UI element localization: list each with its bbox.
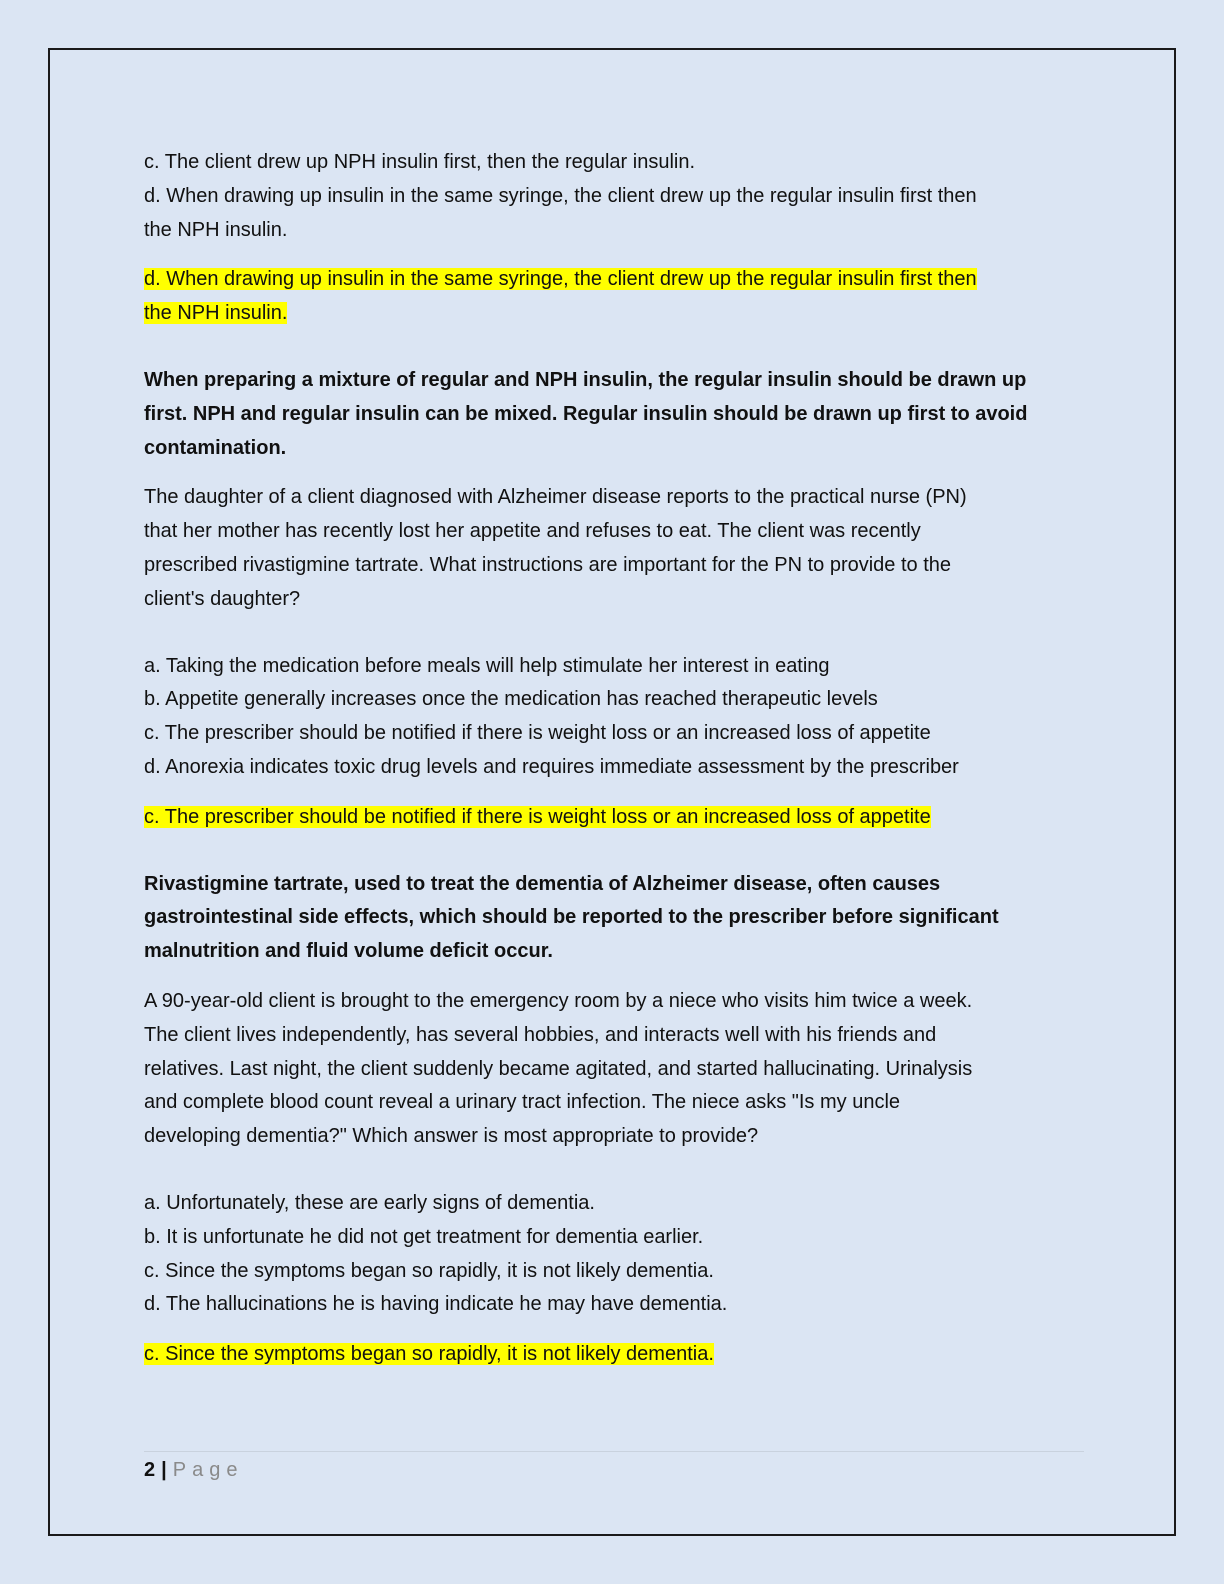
q2-rationale-line3: malnutrition and fluid volume deficit occur. [144,940,553,963]
q3-answer: c. Since the symptoms began so rapidly, it is not likely dementia. [144,1343,714,1366]
q2-rationale-line1: Rivastigmine tartrate, used to treat the dementia of Alzheimer disease, often causes [144,872,941,895]
q3-stem-line5: developing dementia?" Which answer is most appropriate to provide? [144,1125,759,1148]
q3-stem-line1: A 90-year-old client is brought to the emergency room by a niece who visits him twice a week. [144,989,973,1012]
q3-option-c: c. Since the symptoms began so rapidly, it is not likely dementia. [144,1259,714,1282]
q2-option-c: c. The prescriber should be notified if there is weight loss or an increased loss of appetite [144,722,931,745]
q1-option-d-line2: the NPH insulin. [144,218,288,241]
q2-option-b: b. Appetite generally increases once the medication has reached therapeutic levels [144,688,878,711]
q2-stem-line4: client's daughter? [144,587,301,610]
q1-option-c: c. The client drew up NPH insulin first, then the regular insulin. [144,151,696,173]
page-word: Page [172,1459,244,1481]
q1-option-d-line1: d. When drawing up insulin in the same syringe, the client drew up the regular insulin first then [144,184,977,207]
q1-rationale-line2: first. NPH and regular insulin can be mixed. Regular insulin should be drawn up first to avoid [144,402,1028,425]
document-body [144,146,1084,1372]
footer-separator: | [161,1459,167,1481]
q3-stem-line4: and complete blood count reveal a urinary tract infection. The niece asks "Is my uncle [144,1091,901,1114]
q2-rationale-line2: gastrointestinal side effects, which should be reported to the prescriber before significant [144,906,999,929]
q2-stem-line3: prescribed rivastigmine tartrate. What instructions are important for the PN to provide to the [144,553,952,576]
q3-stem-line3: relatives. Last night, the client suddenly became agitated, and started hallucinating. Urinalysis [144,1057,973,1080]
q2-answer: c. The prescriber should be notified if there is weight loss or an increased loss of appetite [144,805,931,828]
q2-option-a: a. Taking the medication before meals will help stimulate her interest in eating [144,654,830,677]
q3-option-a: a. Unfortunately, these are early signs of dementia. [144,1191,595,1214]
q1-answer-line2: the NPH insulin. [144,302,288,325]
q1-rationale-line1: When preparing a mixture of regular and NPH insulin, the regular insulin should be drawn up [144,368,1027,391]
q3-option-d: d. The hallucinations he is having indicate he may have dementia. [144,1293,728,1316]
q2-stem-line1: The daughter of a client diagnosed with Alzheimer disease reports to the practical nurse (PN) [144,486,967,509]
q2-option-d: d. Anorexia indicates toxic drug levels and requires immediate assessment by the prescriber [144,755,959,778]
q2-stem-line2: that her mother has recently lost her appetite and refuses to eat. The client was recently [144,520,921,543]
page-footer [144,1456,243,1484]
q3-stem-line2: The client lives independently, has several hobbies, and interacts well with his friends and [144,1023,937,1046]
page-number: 2 [144,1459,156,1481]
q3-option-b: b. It is unfortunate he did not get treatment for dementia earlier. [144,1225,704,1248]
q1-rationale-line3: contamination. [144,436,287,459]
footer-rule [144,1451,1084,1452]
q1-answer-line1: d. When drawing up insulin in the same syringe, the client drew up the regular insulin first then [144,268,977,291]
